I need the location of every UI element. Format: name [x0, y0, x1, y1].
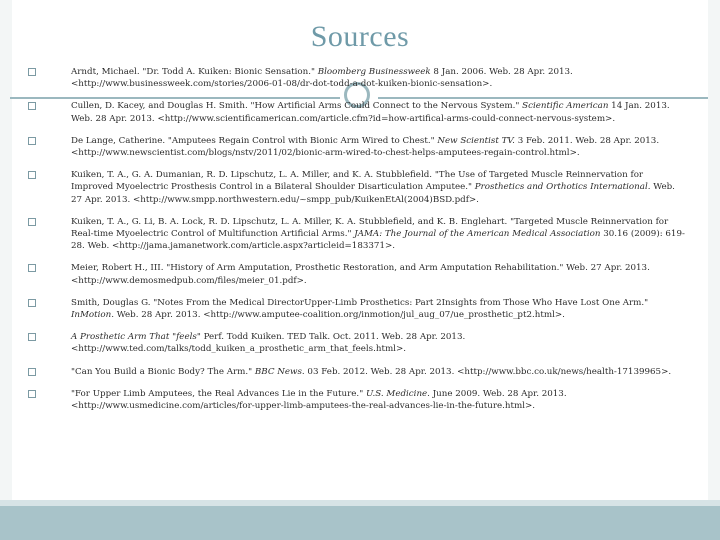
square-bullet-icon — [28, 368, 36, 376]
reference-text — [71, 136, 659, 158]
slide-title: Sources — [310, 20, 410, 53]
square-bullet-icon — [28, 333, 36, 341]
reference-lead: Meier, Robert H., III. "History of Arm Amputation, Prosthetic Restoration, and Arm Amputation Rehabilitation." Web. 27 Apr. 2013. <http://www.demosmedpub.com/files/meier_01.pdf>. — [71, 263, 650, 286]
reference-item — [28, 66, 688, 90]
reference-source: Bloomberg Businessweek — [317, 67, 431, 77]
slide-frame-left — [0, 0, 12, 540]
reference-tail: 03 Feb. 2012. Web. 28 Apr. 2013. <http://www.bbc.co.uk/news/health-17139965>. — [304, 366, 672, 377]
reference-tail: 8 Jan. 2006. Web. 28 Apr. 2013. <http://www.businessweek.com/stories/2006-01-08/dr-dot-todd-a-dot-kuiken-bionic-sensation>. — [71, 67, 573, 90]
reference-text — [71, 170, 675, 204]
reference-source: BBC News. — [254, 366, 305, 377]
reference-lead: "For Upper Limb Amputees, the Real Advances Lie in the Future." — [71, 388, 366, 399]
square-bullet-icon — [28, 137, 36, 145]
reference-item — [28, 100, 688, 124]
reference-item — [28, 135, 688, 159]
reference-lead: Kuiken, T. A., G. A. Dumanian, R. D. Lipschutz, L. A. Miller, and K. A. Stubblefield. "The Use of Targeted Muscle Reinnervation for Improved Myoelectric Prosthesis Control in a Bilateral Shoulder Disarticulation Amputee." — [71, 170, 644, 193]
reference-item — [28, 216, 688, 253]
reference-tail: June 2009. Web. 28 Apr. 2013. <http://www.usmedicine.com/articles/for-upper-limb-amputees-the-real-advances-lie-in-the-future.html>. — [71, 388, 567, 412]
reference-item — [28, 169, 688, 206]
reference-item — [28, 262, 688, 286]
slide-frame-right — [708, 0, 720, 540]
reference-text — [71, 101, 670, 123]
reference-lead: Cullen, D. Kacey, and Douglas H. Smith. "How Artificial Arms Could Connect to the Nervous System." — [71, 101, 523, 112]
reference-source: New Scientist TV. — [437, 135, 515, 146]
reference-tail: Web. 28 Apr. 2013. <http://www.amputee-coalition.org/inmotion/jul_aug_07/ue_prosthetic_pt2.html>. — [114, 310, 565, 321]
reference-source: A Prosthetic Arm That "feels" — [71, 332, 201, 343]
square-bullet-icon — [28, 68, 36, 76]
reference-tail: Web. 27 Apr. 2013. <http://www.smpp.northwestern.edu/~smpp_pub/KuikenEtAl(2004)BSD.pdf>. — [71, 182, 675, 205]
square-bullet-icon — [28, 264, 36, 272]
reference-source: U.S. Medicine. — [365, 388, 430, 399]
reference-item — [28, 331, 688, 355]
reference-tail: Perf. Todd Kuiken. TED Talk. Oct. 2011. Web. 28 Apr. 2013. <http://www.ted.com/talks/todd_kuiken_a_prosthetic_arm_that_feels.html>. — [71, 332, 466, 355]
reference-source: InMotion. — [71, 310, 115, 321]
reference-lead: Smith, Douglas G. "Notes From the Medical DirectorUpper-Limb Prosthetics: Part 2Insights from Those Who Have Lost One Arm." — [71, 297, 649, 308]
reference-text — [71, 298, 648, 320]
reference-text — [71, 217, 685, 251]
reference-source: Scientific American — [522, 101, 609, 112]
square-bullet-icon — [28, 218, 36, 226]
reference-text — [71, 332, 465, 354]
square-bullet-icon — [28, 102, 36, 110]
reference-lead: "Can You Build a Bionic Body? The Arm." — [71, 366, 255, 377]
reference-tail: 30.16 (2009): 619-28. Web. <http://jama.jamanetwork.com/article.aspx?articleid=183371>. — [71, 229, 685, 252]
square-bullet-icon — [28, 390, 36, 398]
reference-tail: 3 Feb. 2011. Web. 28 Apr. 2013. <http://www.newscientist.com/blogs/nstv/2011/02/bionic-arm-wired-to-chest-helps-amputees-regain-control.html>. — [71, 135, 660, 159]
reference-item — [28, 297, 688, 321]
reference-text — [71, 389, 567, 411]
reference-lead: Arndt, Michael. "Dr. Todd A. Kuiken: Bionic Sensation." — [71, 67, 318, 77]
square-bullet-icon — [28, 299, 36, 307]
reference-text — [71, 367, 671, 377]
reference-list — [28, 66, 688, 412]
reference-source: Prosthetics and Orthotics International. — [474, 182, 651, 193]
reference-tail: 14 Jan. 2013. Web. 28 Apr. 2013. <http://www.scientificamerican.com/article.cfm?id=how-artifical-arms-could-connect-nervous-system>. — [71, 101, 670, 124]
reference-lead: De Lange, Catherine. "Amputees Regain Control with Bionic Arm Wired to Chest." — [71, 135, 438, 146]
reference-item — [28, 388, 688, 412]
reference-text — [71, 263, 650, 285]
reference-text — [71, 67, 573, 89]
reference-item — [28, 366, 688, 378]
reference-lead: Kuiken, T. A., G. Li, B. A. Lock, R. D. Lipschutz, L. A. Miller, K. A. Stubblefield, and K. B. Englehart. "Targeted Muscle Reinnervation for Real-time Myoelectric Control of Multifunction Artificial Arms." — [71, 216, 669, 240]
square-bullet-icon — [28, 171, 36, 179]
footer-band — [0, 506, 720, 540]
reference-source: JAMA: The Journal of the American Medical Association — [354, 229, 601, 240]
